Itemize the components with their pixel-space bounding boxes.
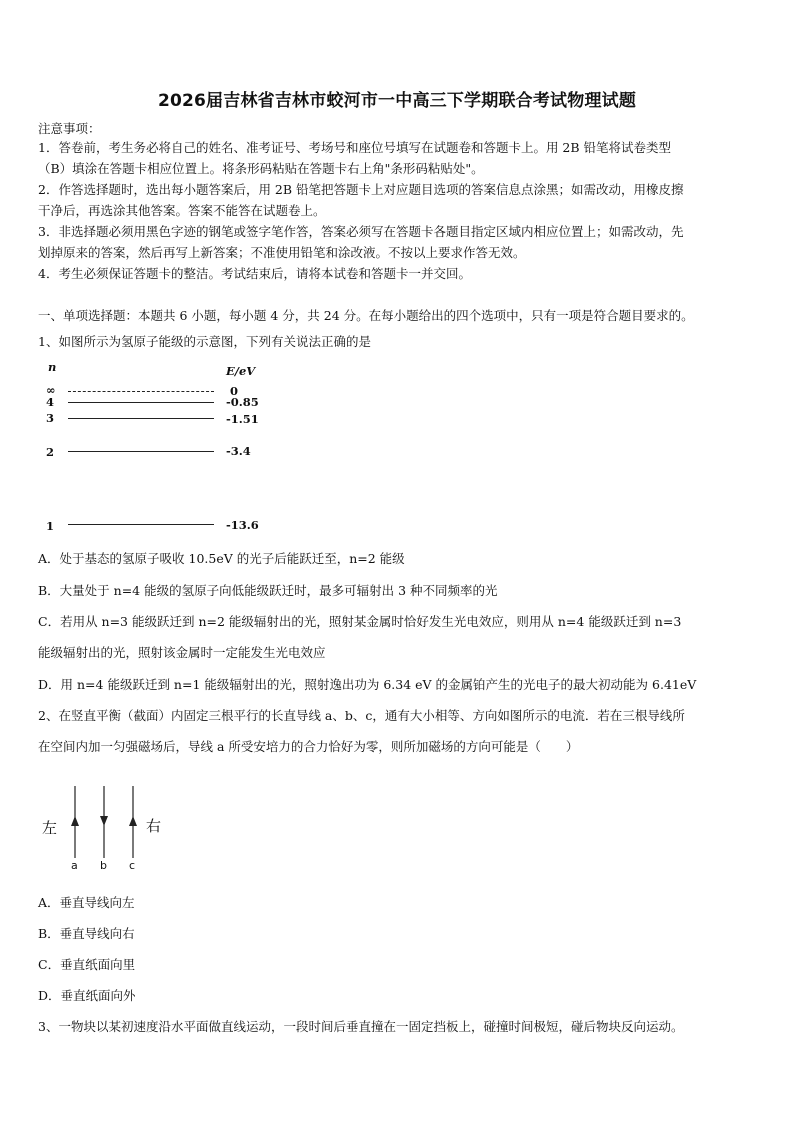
level-n-label: 1 — [46, 519, 55, 533]
question-3-stem: 3、一物块以某初速度沿水平面做直线运动，一段时间后垂直撞在一固定挡板上，碰撞时间极短，碰后物块反向运动。 — [38, 1019, 684, 1034]
notice-line: 干净后，再选涂其他答案。答案不能答在试题卷上。 — [38, 203, 326, 218]
notice-line: 1．答卷前，考生务必将自己的姓名、准考证号、考场号和座位号填写在试题卷和答题卡上。用 2B 铅笔将试卷类型 — [38, 140, 672, 155]
arrow-up-icon — [129, 816, 137, 826]
notice-line: 划掉原来的答案，然后再写上新答案；不准使用铅笔和涂改液。不按以上要求作答无效。 — [38, 245, 526, 260]
question-2-stem-cont: 在空间内加一匀强磁场后，导线 a 所受安培力的合力恰好为零，则所加磁场的方向可能是（ ） — [38, 739, 579, 754]
level-n-label: 2 — [46, 445, 55, 459]
left-label: 左 — [42, 819, 58, 837]
wires-svg — [40, 780, 180, 860]
level-line-4 — [68, 402, 214, 403]
notice-line: （B）填涂在答题卡相应位置上。将条形码粘贴在答题卡右上角"条形码粘贴处"。 — [38, 161, 484, 176]
question-1-option-d: D．用 n=4 能级跃迁到 n=1 能级辐射出的光，照射逸出功为 6.34 eV 的金属铂产生的光电子的最大初动能为 6.41eV — [38, 677, 697, 692]
level-energy-label: 0 — [230, 384, 239, 398]
level-energy-label: -13.6 — [226, 518, 259, 532]
level-line-1 — [68, 524, 214, 525]
page-title: 2026届吉林省吉林市蛟河市一中高三下学期联合考试物理试题 — [157, 91, 637, 111]
notice-line: 2．作答选择题时，选出每小题答案后，用 2B 铅笔把答题卡上对应题目选项的答案信息点涂黑；如需改动，用橡皮擦 — [38, 182, 684, 197]
wire-label: a — [71, 859, 78, 872]
question-1-option-a: A．处于基态的氢原子吸收 10.5eV 的光子后能跃迁至，n=2 能级 — [38, 551, 405, 566]
question-2-option-d: D．垂直纸面向外 — [38, 988, 136, 1003]
right-label: 右 — [146, 817, 162, 835]
question-1-stem: 1、如图所示为氢原子能级的示意图，下列有关说法正确的是 — [38, 334, 371, 349]
level-n-label: ∞ — [46, 383, 56, 397]
wire-diagram — [40, 780, 180, 880]
level-n-label: 4 — [46, 395, 55, 409]
level-line-3 — [68, 418, 214, 419]
energy-level-diagram — [40, 358, 280, 538]
notice-line: 3．非选择题必须用黑色字迹的钢笔或签字笔作答，答案必须写在答题卡各题目指定区域内相应位置上；如需改动，先 — [38, 224, 684, 239]
level-line-2 — [68, 451, 214, 452]
level-line-infinity — [68, 391, 214, 392]
question-2-option-b: B．垂直导线向右 — [38, 926, 135, 941]
question-2-stem: 2、在竖直平衡（截面）内固定三根平行的长直导线 a、b、c，通有大小相等、方向如图所示的电流．若在三根导线所 — [38, 708, 685, 723]
wire-label: b — [100, 859, 107, 872]
notice-line: 4．考生必须保证答题卡的整洁。考试结束后，请将本试卷和答题卡一并交回。 — [38, 266, 471, 281]
level-n-label: 3 — [46, 411, 55, 425]
energy-axis-label: E/eV — [226, 364, 256, 378]
section-heading: 一、单项选择题：本题共 6 小题，每小题 4 分，共 24 分。在每小题给出的四个选项中，只有一项是符合题目要求的。 — [38, 308, 694, 323]
question-2-option-a: A．垂直导线向左 — [38, 895, 135, 910]
notice-heading: 注意事项： — [38, 121, 101, 136]
n-axis-label: n — [48, 360, 57, 374]
question-1-option-c-cont: 能级辐射出的光，照射该金属时一定能发生光电效应 — [38, 645, 326, 660]
question-2-option-c: C．垂直纸面向里 — [38, 957, 136, 972]
level-energy-label: -3.4 — [226, 444, 251, 458]
wire-label: c — [129, 859, 136, 872]
question-1-option-b: B．大量处于 n=4 能级的氢原子向低能级跃迁时，最多可辐射出 3 种不同频率的光 — [38, 583, 498, 598]
question-1-option-c: C．若用从 n=3 能级跃迁到 n=2 能级辐射出的光，照射某金属时恰好发生光电效应，则用从 n=4 能级跃迁到 n=3 — [38, 614, 682, 629]
level-energy-label: -1.51 — [226, 412, 259, 426]
arrow-up-icon — [71, 816, 79, 826]
arrow-down-icon — [100, 816, 108, 826]
level-energy-label: -0.85 — [226, 395, 259, 409]
